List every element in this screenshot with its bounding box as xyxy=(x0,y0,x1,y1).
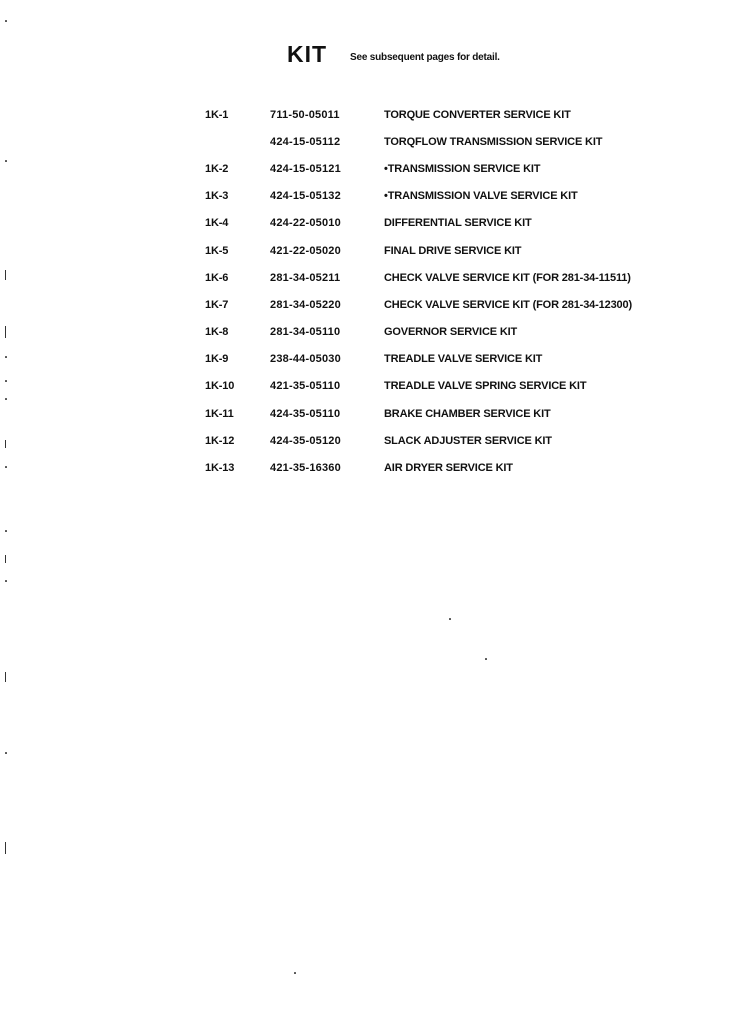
kit-number: 1K-2 xyxy=(205,162,229,175)
kit-number: 1K-4 xyxy=(205,217,229,230)
kit-description: TREADLE VALVE SPRING SERVICE KIT xyxy=(384,380,587,393)
page-title: KIT xyxy=(287,41,328,67)
kit-list-table xyxy=(205,101,675,482)
scan-dot xyxy=(5,530,7,532)
scan-mark xyxy=(5,440,6,448)
kit-number xyxy=(205,128,270,155)
kit-description: SLACK ADJUSTER SERVICE KIT xyxy=(384,434,552,447)
part-number: 421-35-16360 xyxy=(270,462,341,475)
table-row xyxy=(205,454,675,481)
table-row xyxy=(205,183,675,210)
scan-mark xyxy=(5,555,6,563)
scan-dot xyxy=(5,20,7,22)
table-row xyxy=(205,373,675,400)
kit-description: CHECK VALVE SERVICE KIT (FOR 281-34-12300) xyxy=(384,298,632,311)
kit-number: 1K-1 xyxy=(205,108,229,121)
table-row xyxy=(205,237,675,264)
kit-description: GOVERNOR SERVICE KIT xyxy=(384,326,518,339)
part-number: 424-15-05112 xyxy=(270,135,341,148)
part-number: 711-50-05011 xyxy=(270,108,340,121)
part-number: 424-22-05010 xyxy=(270,217,341,230)
scan-dot xyxy=(5,356,7,358)
part-number: 421-22-05020 xyxy=(270,244,341,257)
scan-dot xyxy=(5,160,7,162)
kit-number: 1K-13 xyxy=(205,462,235,475)
scan-dot xyxy=(294,972,296,974)
table-row xyxy=(205,291,675,318)
kit-number: 1K-3 xyxy=(205,190,229,203)
part-number: 424-15-05132 xyxy=(270,190,341,203)
scan-mark xyxy=(5,672,6,682)
table-row xyxy=(205,101,675,128)
scan-dot xyxy=(5,752,7,754)
table-row xyxy=(205,210,675,237)
kit-description: CHECK VALVE SERVICE KIT (FOR 281-34-11511) xyxy=(384,271,631,284)
kit-number: 1K-12 xyxy=(205,434,235,447)
kit-description: DIFFERENTIAL SERVICE KIT xyxy=(384,217,532,230)
part-number: 281-34-05211 xyxy=(270,271,341,284)
scan-mark xyxy=(5,842,6,854)
part-number: 281-34-05110 xyxy=(270,326,341,339)
detail-note: See subsequent pages for detail. xyxy=(350,52,500,63)
part-number: 424-15-05121 xyxy=(270,162,341,175)
kit-number: 1K-6 xyxy=(205,271,229,284)
kit-description: TREADLE VALVE SERVICE KIT xyxy=(384,353,543,366)
part-number: 424-35-05110 xyxy=(270,407,341,420)
part-number: 424-35-05120 xyxy=(270,434,341,447)
kit-description: FINAL DRIVE SERVICE KIT xyxy=(384,244,522,257)
scan-dot xyxy=(5,466,7,468)
kit-number: 1K-9 xyxy=(205,353,229,366)
kit-description: •TRANSMISSION VALVE SERVICE KIT xyxy=(384,190,578,203)
kit-number: 1K-8 xyxy=(205,326,229,339)
kit-description: BRAKE CHAMBER SERVICE KIT xyxy=(384,407,551,420)
part-number: 281-34-05220 xyxy=(270,298,341,311)
table-row xyxy=(205,128,675,155)
table-row xyxy=(205,155,675,182)
table-row xyxy=(205,400,675,427)
kit-number: 1K-11 xyxy=(205,407,234,420)
kit-description: AIR DRYER SERVICE KIT xyxy=(384,462,513,475)
scan-dot xyxy=(485,658,487,660)
kit-description: •TRANSMISSION SERVICE KIT xyxy=(384,162,541,175)
scan-mark xyxy=(5,326,6,338)
kit-number: 1K-10 xyxy=(205,380,235,393)
scan-dot xyxy=(5,380,7,382)
scan-mark xyxy=(5,270,6,280)
table-row xyxy=(205,346,675,373)
kit-description: TORQUE CONVERTER SERVICE KIT xyxy=(384,108,571,121)
part-number: 421-35-05110 xyxy=(270,380,341,393)
table-row xyxy=(205,319,675,346)
scan-dot xyxy=(449,618,451,620)
kit-number: 1K-5 xyxy=(205,244,229,257)
table-row xyxy=(205,264,675,291)
table-row xyxy=(205,427,675,454)
scan-dot xyxy=(5,580,7,582)
kit-description: TORQFLOW TRANSMISSION SERVICE KIT xyxy=(384,135,603,148)
kit-number: 1K-7 xyxy=(205,298,229,311)
scan-dot xyxy=(5,398,7,400)
part-number: 238-44-05030 xyxy=(270,353,341,366)
